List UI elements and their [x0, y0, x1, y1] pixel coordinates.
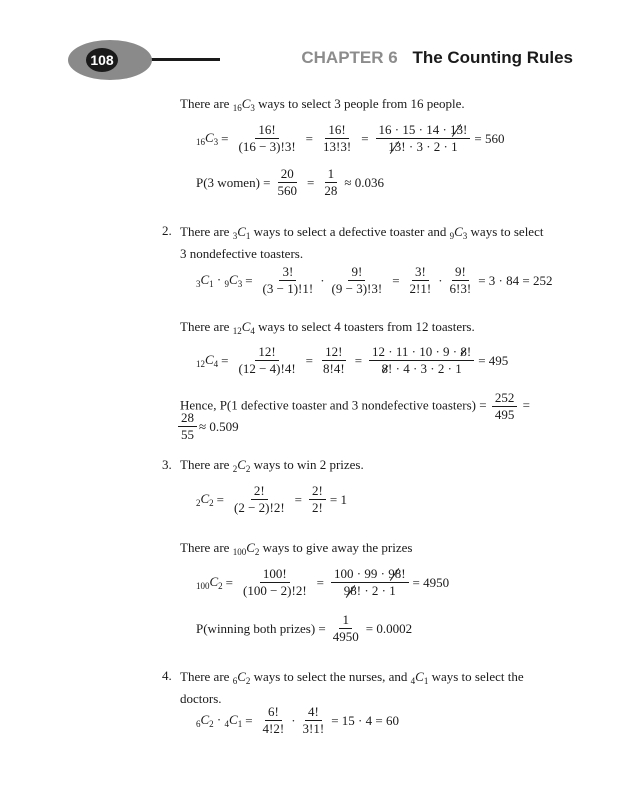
eq-6c2-4c1: $_6C_2 \cdot _4C_1$ = $\frac{6!}{4!2!}$ · $\frac{4!}{3!1!}$ = 15 · 4 = 60 — [196, 704, 399, 736]
item-3-number: 3. — [162, 457, 172, 472]
eq-100c2: $_{100}C_2$ = $\frac{100!}{(100 - 2)!2!}$ = $\frac{100 \cdot 99 \cdot 98!}{98! \cdot 2 \cdot 1}$ = 4950 — [196, 566, 450, 598]
eq-16c3: $_{16}C_3$ = $\frac{16!}{(16 - 3)!3!}$ = $\frac{16!}{13!3!}$ = $\frac{16 \cdot 15 \cdot 14 \cdot 13!}{13! \cdot 3 \cdot 2 \cdot 1}$ = 560 — [196, 122, 505, 154]
chapter-title: The Counting Rules — [412, 48, 573, 67]
item-2-line2: There are $_{12}C_4$ ways to select 4 toasters from 12 toasters. — [180, 319, 475, 336]
eq-2c2: $_2C_2$ = $\frac{2!}{(2 - 2)!2!}$ = $\frac{2!}{2!}$ = 1 — [196, 483, 347, 515]
eq-prob-prizes: P(winning both prizes) = $\frac{1}{4950}$ = 0.0002 — [196, 612, 413, 644]
item-4-number: 4. — [162, 668, 172, 683]
eq-3c1-9c3: $_3C_1 \cdot _9C_3$ = $\frac{3!}{(3 - 1)!1!}$ · $\frac{9!}{(9 - 3)!3!}$ = $\frac{3!}{2!1!}$ · $\frac{9!}{6!3!}$ = 3 · 84 = 252 — [196, 264, 553, 296]
item-4-text: There are $_6C_2$ ways to select the nurses, and $_4C_1$ ways to select the doctors. — [180, 669, 524, 706]
chapter-label: CHAPTER 6 — [301, 48, 398, 67]
item-2-hence: Hence, P(1 defective toaster and 3 nondefective toasters) = $\frac{252}{495}$ = — [180, 390, 530, 422]
eq-12c4: $_{12}C_4$ = $\frac{12!}{(12 - 4)!4!}$ = $\frac{12!}{8!4!}$ = $\frac{12 \cdot 11 \cdot 10 \cdot 9 \cdot 8!}{8! \cdot 4 \cdot 3 \cdot 2 \cdot 1}$ = 495 — [196, 344, 509, 376]
item-2-number: 2. — [162, 223, 172, 238]
eq-prob-women: P(3 women) = $\frac{20}{560}$ = $\frac{1}{28}$ ≈ 0.036 — [196, 166, 384, 198]
eq-hence-result: $\frac{28}{55}$ ≈ 0.509 — [178, 410, 239, 443]
intro-line: There are $_{16}C_3$ ways to select 3 people from 16 people. — [180, 96, 465, 113]
item-3-line2: There are $_{100}C_2$ ways to give away the prizes — [180, 540, 413, 557]
page-number: 108 — [86, 48, 118, 72]
item-2-text: There are $_3C_1$ ways to select a defective toaster and $_9C_3$ ways to select 3 nondefective toasters. — [180, 224, 544, 261]
item-3-text: There are $_2C_2$ ways to win 2 prizes. — [180, 457, 364, 474]
chapter-heading — [301, 48, 573, 68]
